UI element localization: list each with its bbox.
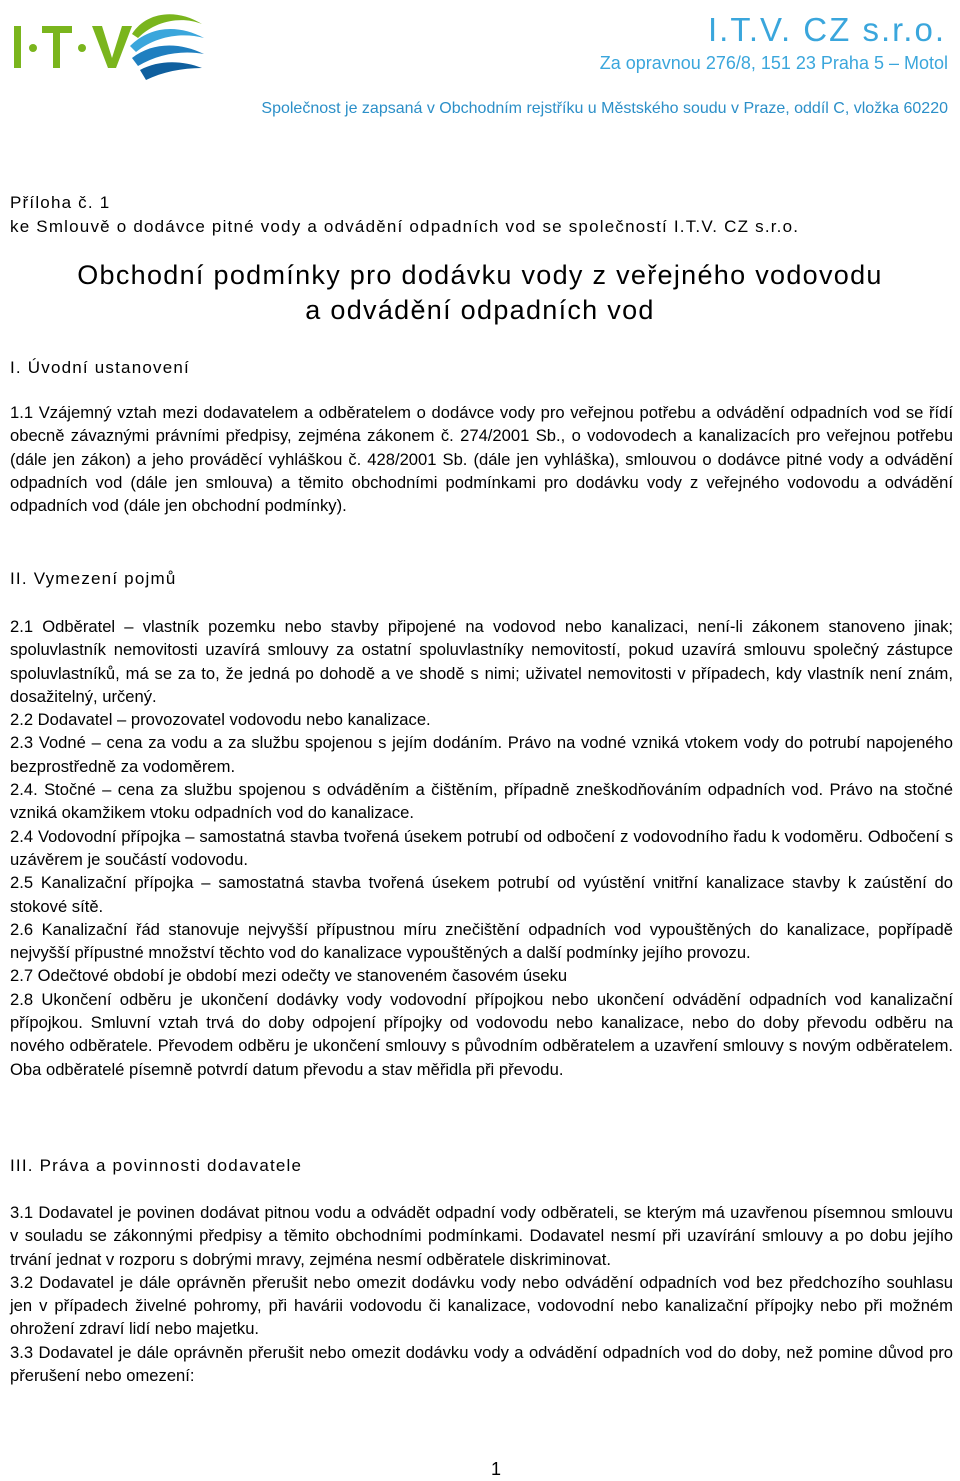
section-heading-1: I. Úvodní ustanovení: [10, 358, 190, 377]
registry-note: Společnost je zapsaná v Obchodním rejstříku u Městského soudu v Praze, oddíl C, vložka 60220: [261, 100, 948, 117]
company-address: Za opravnou 276/8, 151 23 Praha 5 – Motol: [599, 53, 948, 73]
section-heading-3: III. Práva a povinnosti dodavatele: [10, 1156, 303, 1175]
list-item: 2.4. Stočné – cena za službu spojenou s odváděním a čištěním, případně zneškodňováním odpadních vod. Právo na stočné vzniká okamžikem vtoku odpadních vod do kanalizace.: [10, 780, 953, 823]
list-item: 2.8 Ukončení odběru je ukončení dodávky vody vodovodní přípojkou nebo ukončení odvádění odpadních vod kanalizační přípojkou. Smluvní vztah trvá do doby odpojení přípojky od vodovodu nebo kanalizace, nebo do doby převodu odběru na nového odběratele. Převodem odběru je ukončení smlouvy s původním odběratelem a uzavření smlouvy s novým odběratelem. Oba odběratelé písemně potvrdí datum převodu a stav měřidla při převodu.: [10, 989, 953, 1079]
list-item: 3.3 Dodavatel je dále oprávněn přerušit nebo omezit dodávku vody a odvádění odpadních vod do doby, než pominе důvod pro přerušení nebo omezení:: [10, 1342, 953, 1386]
list-item: 2.4 Vodovodní přípojka – samostatná stavba tvořená úsekem potrubí od odbočení z vodovodního řadu k vodoměru. Odbočení s uzávěrem je součástí vodovodu.: [10, 826, 953, 869]
list-item: 2.3 Vodné – cena za vodu a za službu spojenou s jejím dodáním. Právo na vodné vzniká vtokem vody do potrubí napojeného bezprostředně za vodoměrem.: [10, 733, 953, 776]
list-item: 2.2 Dodavatel – provozovatel vodovodu nebo kanalizace.: [10, 710, 431, 730]
paragraph-1-1: 1.1 Vzájemný vztah mezi dodavatelem a odběratelem o dodávce vody pro veřejnou potřebu a odvádění odpadních vod se řídí obecně závaznými právními předpisy, zejména zákonem č. 274/2001 Sb., o vodovodech a kanalizacích pro veřejnou potřebu (dále jen zákon) a jeho prováděcí vyhláškou č. 428/2001 Sb. (dále jen vyhláška), smlouvou o dodávce pitné vody a odvádění odpadních vod (dále jen smlouva) a těmito obchodními podmínkami pro dodávku vody z veřejného vodovodu a odvádění odpadních vod (dále jen obchodní podmínky).: [10, 403, 953, 516]
section-2-list: [10, 615, 953, 1081]
list-item: 2.1 Odběratel – vlastník pozemku nebo stavby připojené na vodovod nebo kanalizaci, není-li zákonem stanoveno jinak; spoluvlastník nemovitosti uzavírá smlouvy za ostatní spoluvlastníky nemovitostí, pokud uzavírá smlouvu společný zástupce spoluvlastníků, má se za to, že jedná po dohodě a ve shodě s nimi; uživatel nemovitosti v případech, kdy vlastník není znám, dosažitelný, určený.: [10, 617, 953, 706]
company-name: I.T.V. CZ s.r.o.: [707, 11, 946, 48]
annex-label: [10, 191, 799, 239]
company-logo: [6, 4, 206, 92]
list-item: 2.6 Kanalizační řád stanovuje nejvyšší přípustnou míru znečištění odpadních vod vypouštěných do kanalizace, popřípadě nejvyšší přípustné množství těchto vod do kanalizace vypouštěných a další podmínky jejího provozu.: [10, 919, 953, 963]
section-3-list: [10, 1201, 953, 1387]
list-item: 2.5 Kanalizační přípojka – samostatná stavba tvořená úsekem potrubí od vyústění vnitřní kanalizace stavby k zaústění do stokové sítě.: [10, 873, 953, 916]
logo-graphic: [6, 4, 206, 92]
list-item: 2.7 Odečtové období je období mezi odečty ve stanoveném časovém úseku: [10, 966, 568, 986]
page-title-line-2: a odvádění odpadních vod: [305, 295, 655, 325]
page-number: 1: [490, 1459, 501, 1479]
annex-line-2: ke Smlouvě o dodávce pitné vody a odvádění odpadních vod se společností I.T.V. CZ s.r.o.: [10, 217, 800, 236]
annex-line-1: Příloha č. 1: [10, 193, 111, 212]
list-item: 3.2 Dodavatel je dále oprávněn přerušit nebo omezit dodávku vody nebo odvádění odpadních vod bez předchozího souhlasu jen v případech živelné pohromy, při havárii vodovodu či kanalizace, vodovodní nebo kanalizační přípojky nebo při možném ohrožení zdraví lidí nebo majetku.: [10, 1272, 953, 1339]
section-heading-2: II. Vymezení pojmů: [10, 569, 177, 588]
list-item: 3.1 Dodavatel je povinen dodávat pitnou vodu a odvádět odpadní vody odběrateli, se kterým má uzavřenou písemnou smlouvu v souladu se zákonnými předpisy a těmito obchodními podmínkami. Dodavatel nesmí při uzavírání smlouvy a po dobu jejího trvání jednat v rozporu s dobrými mravy, zejména nesmí odběratele diskriminovat.: [10, 1203, 953, 1269]
page-title-line-1: Obchodní podmínky pro dodávku vody z veřejného vodovodu: [77, 260, 883, 290]
